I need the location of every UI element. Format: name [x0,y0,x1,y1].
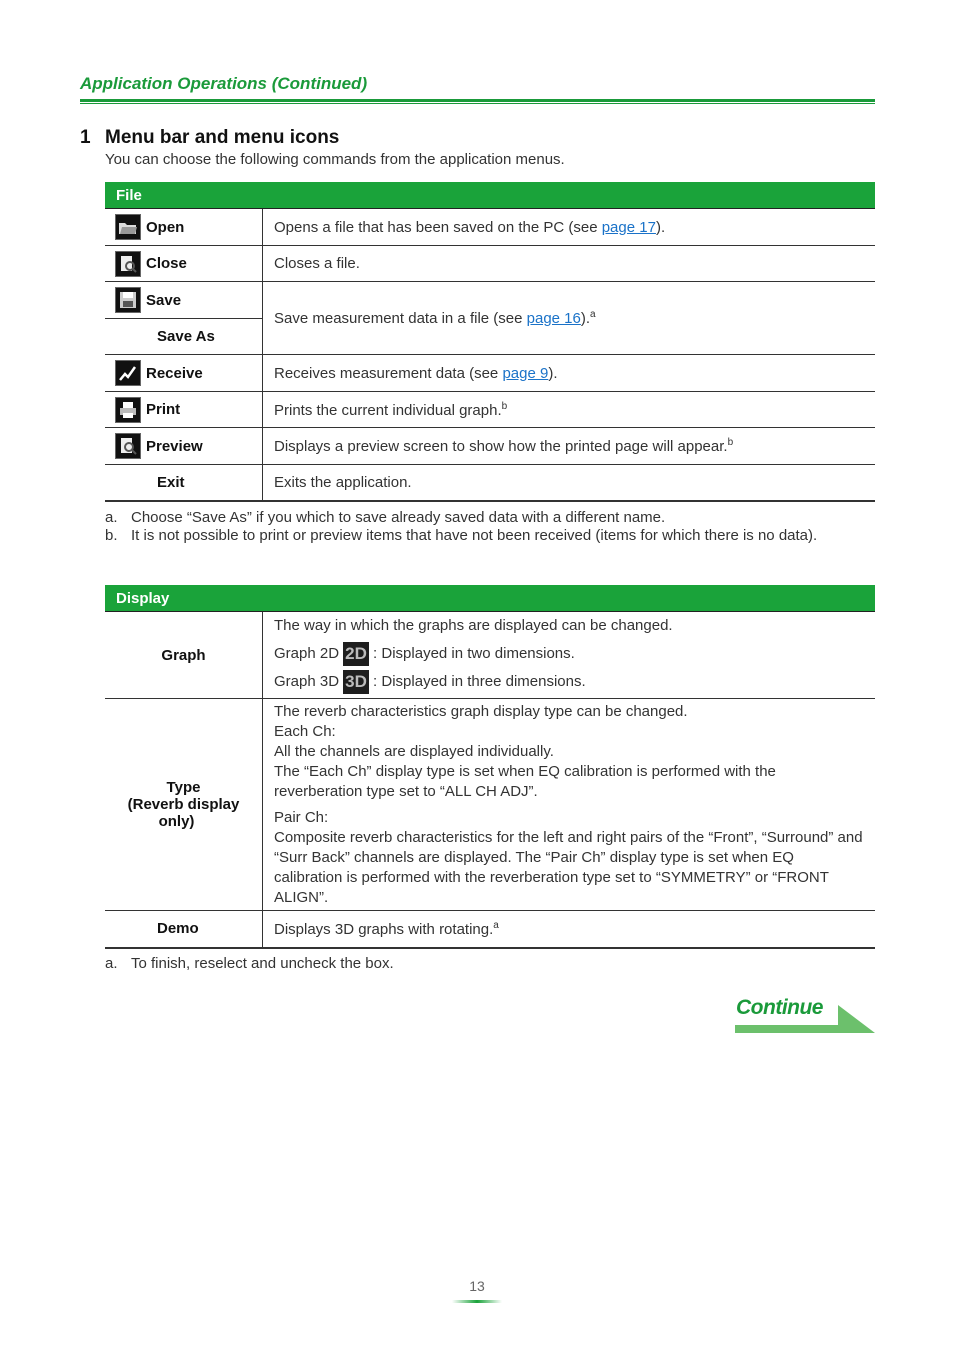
section-description: You can choose the following commands from the application menus. [105,151,565,168]
page-link[interactable]: page 17 [601,218,656,236]
section-title: Menu bar and menu icons [105,127,340,148]
demo-description: Displays 3D graphs with rotating.$^a$ [263,911,876,948]
page-number-underline [452,1300,502,1303]
close-label: Close [146,255,187,272]
save-description: Save measurement data in a file (see page 16).$^a$ [263,282,876,355]
floppy-disk-icon [115,287,141,313]
exit-description: Exits the application. [263,465,876,501]
footnote: a. Choose “Save As” if you which to save already saved data with a different name. [105,509,666,526]
table-row [105,209,875,246]
graph-3d-icon: 3D [343,670,369,694]
display-menu-table [105,585,875,949]
save-label: Save [146,291,182,309]
type-label: Type (Reverb display only) [105,699,263,911]
page-link[interactable]: page 16 [526,310,581,327]
table-row [105,392,875,428]
graph-2d-icon: 2D [343,642,369,666]
table-row [105,355,875,392]
running-header: Application Operations (Continued) [80,74,368,93]
file-table-heading: File [105,182,875,209]
section-number: 1 [80,127,91,148]
continue-indicator [735,996,875,1033]
print-label: Print [146,401,181,418]
preview-description: Displays a preview screen to show how the printed page will appear.$^b$ [263,428,876,465]
preview-label: Preview [146,437,203,455]
graph-description: The way in which the graphs are displayed can be changed. Graph 2D 2D : Displayed in two dimensions. Graph 3D 3D : Displayed in three dimensions. [263,612,876,699]
exit-label: Exit [157,473,185,491]
footnote: b. It is not possible to print or preview items that have not been received (items for which there is no data). [105,527,818,544]
open-folder-icon [115,214,141,240]
table-row [105,428,875,465]
receive-description: Receives measurement data (see page 9). [263,355,876,392]
open-label: Open [146,218,185,236]
file-footnotes [105,509,875,545]
display-footnotes [105,955,875,973]
table-row [105,911,875,948]
table-row [105,246,875,282]
table-row [105,612,875,699]
type-description: The reverb characteristics graph display type can be changed. Each Ch: All the channels are displayed individually. The “Each Ch” display type is set when EQ calibration is performed with the reverberation type set to “ALL CH ADJ”. Pair Ch: Composite reverb characteristics for the left and right pairs of the “Front”, “Surround” and “Surr Back” channels are displayed. The “Pair Ch” display type is set when EQ calibration is performed with the reverberation type set to “SYMMETRY” or “FRONT ALIGN”. [263,699,876,911]
preview-magnifier-icon [115,433,141,459]
footnote: a. To finish, reselect and uncheck the box. [105,955,394,972]
table-row [105,282,875,319]
display-table-heading: Display [105,585,875,612]
graph-label: Graph [105,612,263,699]
header-rule [80,99,875,102]
table-row [105,699,875,911]
file-menu-table [105,182,875,502]
header-rule-thin [80,103,875,104]
save-as-label: Save As [157,328,215,345]
table-row [105,465,875,501]
page-link[interactable]: page 9 [502,364,549,382]
continue-label: Continue [736,996,823,1019]
page-number: 13 [469,1278,485,1294]
demo-label: Demo [157,920,199,938]
close-file-icon [115,251,141,277]
close-description: Closes a file. [263,246,876,282]
printer-icon [115,397,141,423]
print-description: Prints the current individual graph.$^b$ [263,392,876,428]
open-description: Opens a file that has been saved on the PC (see page 17). [263,209,876,246]
receive-graph-icon [115,360,141,386]
receive-label: Receive [146,364,203,382]
